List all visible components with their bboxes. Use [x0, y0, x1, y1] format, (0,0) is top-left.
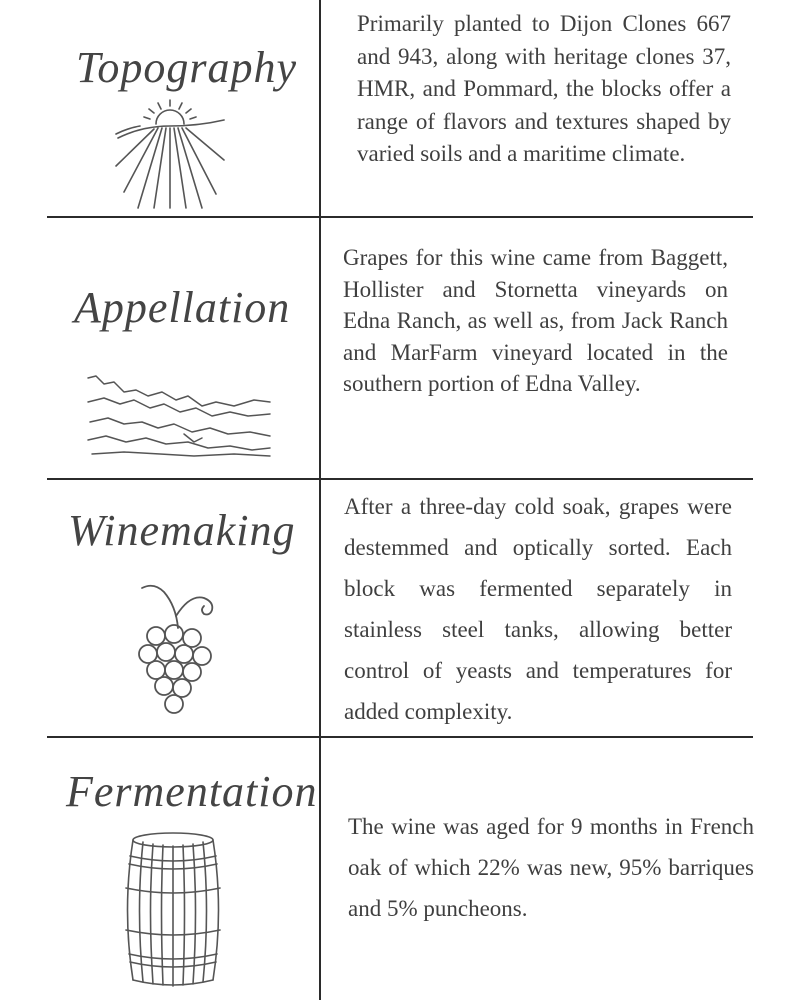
section-text: Grapes for this wine came from Baggett, Hollister and Stornetta vineyards on Edna Ranch, as well as, from Jack Ranch and MarFarm vineyard located in the southern portion of Edna Valley.	[343, 245, 728, 396]
row-divider	[47, 478, 753, 480]
section-title: Winemaking	[68, 506, 296, 555]
column-divider	[319, 0, 321, 1000]
section-text: After a three-day cold soak, grapes were destemmed and optically sorted. Each block was fermented separately in stainless steel tanks, allowing better control of yeasts and temperatures for added complexity.	[344, 494, 732, 724]
section-text: Primarily planted to Dijon Clones 667 and 943, along with heritage clones 37, HMR, and Pommard, the blocks offer a range of flavors and textures shaped by varied soils and a maritime climate.	[357, 11, 731, 166]
wine-barrel-icon	[118, 830, 228, 990]
mountain-ridges-icon	[84, 372, 274, 458]
section-title: Fermentation	[66, 767, 318, 816]
section-title: Topography	[76, 43, 298, 92]
section-text: The wine was aged for 9 months in French oak of which 22% was new, 95% barriques and 5% puncheons.	[348, 814, 754, 921]
sunrise-vineyard-icon	[112, 96, 228, 212]
row-divider	[47, 216, 753, 218]
section-title: Appellation	[74, 283, 291, 332]
grape-cluster-icon	[138, 576, 222, 718]
row-divider	[47, 736, 753, 738]
